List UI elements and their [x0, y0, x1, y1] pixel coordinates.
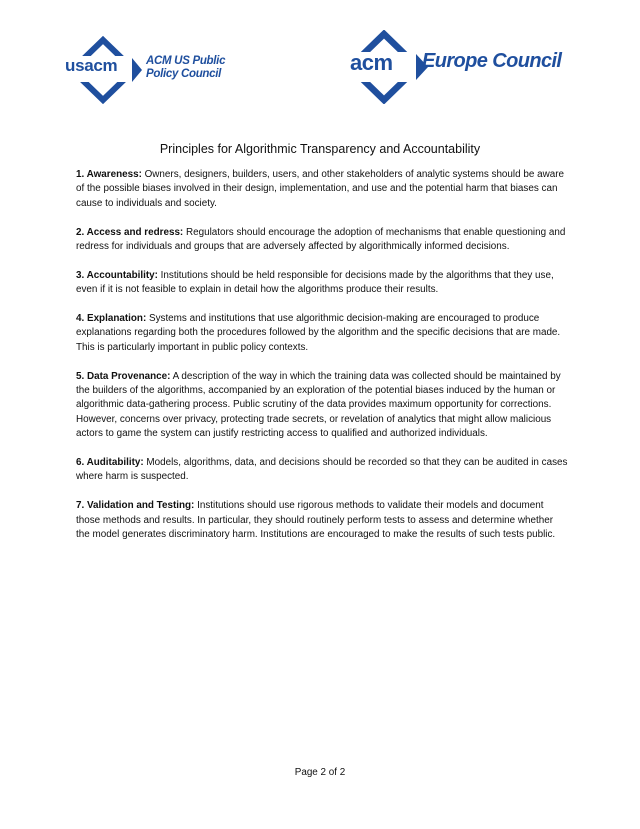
principle-item — [76, 226, 568, 255]
principle-text: Institutions should use rigorous methods to validate their models and document those methods and results. In particular, they should routinely perform tests to assess and determine whether the model generates discriminatory harm. Institutions are encouraged to make the results of such tests public. — [76, 500, 556, 541]
principle-item — [76, 269, 568, 298]
principle-label: 6. Auditability: — [76, 457, 144, 469]
usacm-tagline-line1: ACM US Public — [146, 55, 226, 67]
usacm-wordmark: usacm — [65, 56, 118, 75]
acm-wordmark: acm — [350, 50, 393, 75]
usacm-tagline — [146, 55, 225, 81]
page-number: Page 2 of 2 — [294, 767, 346, 778]
principle-text: Owners, designers, builders, users, and other stakeholders of analytic systems should be aware of the possible biases involved in their design, implementation, and use and the potential harm that biases can cause to individuals and society. — [76, 169, 564, 209]
principle-label: 4. Explanation: — [76, 313, 147, 325]
principle-item — [76, 456, 568, 485]
document-title: Principles for Algorithmic Transparency and Accountability — [159, 142, 481, 156]
principle-label: 1. Awareness: — [76, 169, 142, 180]
principle-item — [76, 370, 568, 442]
principle-label: 5. Data Provenance: — [76, 370, 171, 382]
usacm-tagline-line2: Policy Council — [146, 68, 222, 80]
principle-item — [76, 312, 568, 355]
usacm-logo — [58, 36, 228, 104]
acm-europe-logo — [340, 30, 570, 104]
principle-label: 7. Validation and Testing: — [76, 500, 195, 512]
principle-text: Institutions should be held responsible for decisions made by the algorithms that they use, even if it is not feasible to explain in detail how the algorithms produce their results. — [76, 269, 554, 296]
acm-europe-tagline: Europe Council — [422, 50, 562, 72]
principle-item — [76, 499, 568, 542]
principle-text: A description of the way in which the training data was collected should be maintained by the builders of the algorithms, accompanied by an exploration of the potential biases induced by the human or algorithmic data-gathering process. Public scrutiny of the data provides maximum opportunity for corrections. However, concerns over privacy, protecting trade secrets, or revelation of analytics that might allow malicious actors to game the system can justify restricting access to qualified and authorized individuals. — [76, 370, 561, 440]
principle-text: Regulators should encourage the adoption of mechanisms that enable questioning and redress for individuals and groups that are adversely affected by algorithmically informed decisions. — [76, 226, 566, 253]
principle-label: 2. Access and redress: — [76, 226, 184, 238]
principle-label: 3. Accountability: — [76, 269, 158, 281]
principle-item — [76, 168, 568, 211]
principle-text: Models, algorithms, data, and decisions should be recorded so that they can be audited in cases where harm is suspected. — [76, 457, 568, 483]
principle-text: Systems and institutions that use algorithmic decision-making are encouraged to produce explanations regarding both the procedures followed by the algorithm and the specific decisions that are made. This is particularly important in public policy contexts. — [76, 313, 561, 353]
principles-list — [76, 168, 568, 557]
